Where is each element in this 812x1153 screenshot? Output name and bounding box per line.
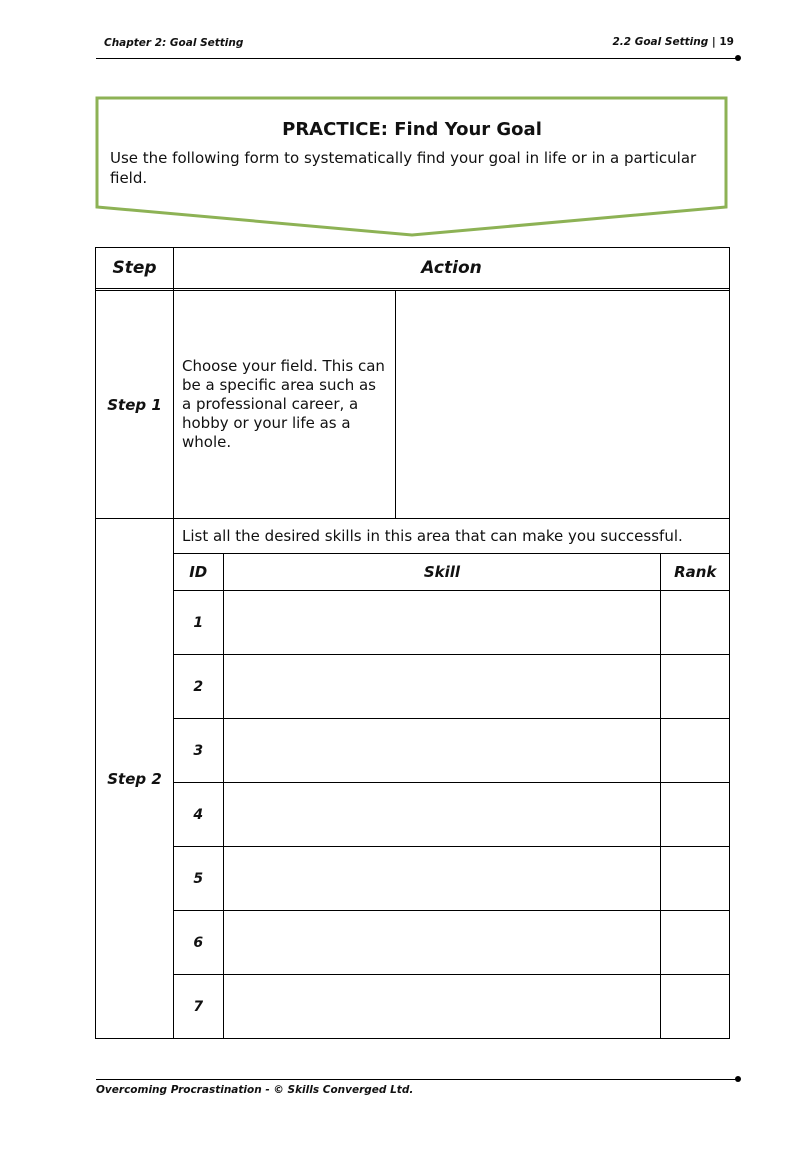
step1-label: Step 1 (96, 291, 174, 519)
header-step: Step (96, 248, 174, 289)
step2-content (174, 519, 730, 1039)
skill-row (174, 591, 729, 655)
step2-instructions: List all the desired skills in this area that can make you successful. (174, 519, 729, 554)
skills-col-skill: Skill (223, 554, 661, 591)
rank-field[interactable] (661, 911, 729, 975)
skill-field[interactable] (223, 719, 661, 783)
page-number: 19 (719, 36, 734, 48)
skill-id: 6 (174, 911, 223, 975)
rank-field[interactable] (661, 655, 729, 719)
skill-id: 5 (174, 847, 223, 911)
skill-field[interactable] (223, 655, 661, 719)
skill-row (174, 719, 729, 783)
skills-header-row (174, 554, 729, 591)
skill-id: 7 (174, 975, 223, 1039)
footer-text: Overcoming Procrastination - © Skills Converged Ltd. (96, 1084, 414, 1096)
skill-field[interactable] (223, 975, 661, 1039)
practice-title: PRACTICE: Find Your Goal (282, 119, 542, 140)
skill-id: 1 (174, 591, 223, 655)
skills-col-rank: Rank (661, 554, 729, 591)
footer-rule-dot (735, 1076, 741, 1082)
step1-answer-field[interactable] (396, 291, 730, 519)
skill-id: 2 (174, 655, 223, 719)
skill-field[interactable] (223, 783, 661, 847)
skills-col-id: ID (174, 554, 223, 591)
rank-field[interactable] (661, 783, 729, 847)
goal-form-table (95, 247, 730, 1039)
running-header-chapter: Chapter 2: Goal Setting (104, 37, 244, 49)
skill-row (174, 783, 729, 847)
skills-table (174, 519, 729, 1038)
rank-field[interactable] (661, 591, 729, 655)
rank-field[interactable] (661, 975, 729, 1039)
header-action: Action (174, 248, 730, 289)
rank-field[interactable] (661, 847, 729, 911)
skill-row (174, 847, 729, 911)
skill-row (174, 975, 729, 1039)
skill-field[interactable] (223, 847, 661, 911)
step1-row (96, 291, 730, 519)
skill-field[interactable] (223, 591, 661, 655)
section-title: 2.2 Goal Setting (612, 36, 709, 48)
header-separator: | (711, 36, 716, 48)
skill-id: 3 (174, 719, 223, 783)
step2-label: Step 2 (96, 519, 174, 1039)
skill-row (174, 911, 729, 975)
step1-instructions: Choose your field. This can be a specific area such as a professional career, a hobby or your life as a whole. (174, 291, 396, 519)
skill-row (174, 655, 729, 719)
form-header-row (96, 248, 730, 289)
practice-instructions: Use the following form to systematically find your goal in life or in a particular field. (110, 149, 697, 187)
footer-rule (96, 1079, 737, 1080)
skill-field[interactable] (223, 911, 661, 975)
skill-id: 4 (174, 783, 223, 847)
step2-row (96, 519, 730, 1039)
rank-field[interactable] (661, 719, 729, 783)
